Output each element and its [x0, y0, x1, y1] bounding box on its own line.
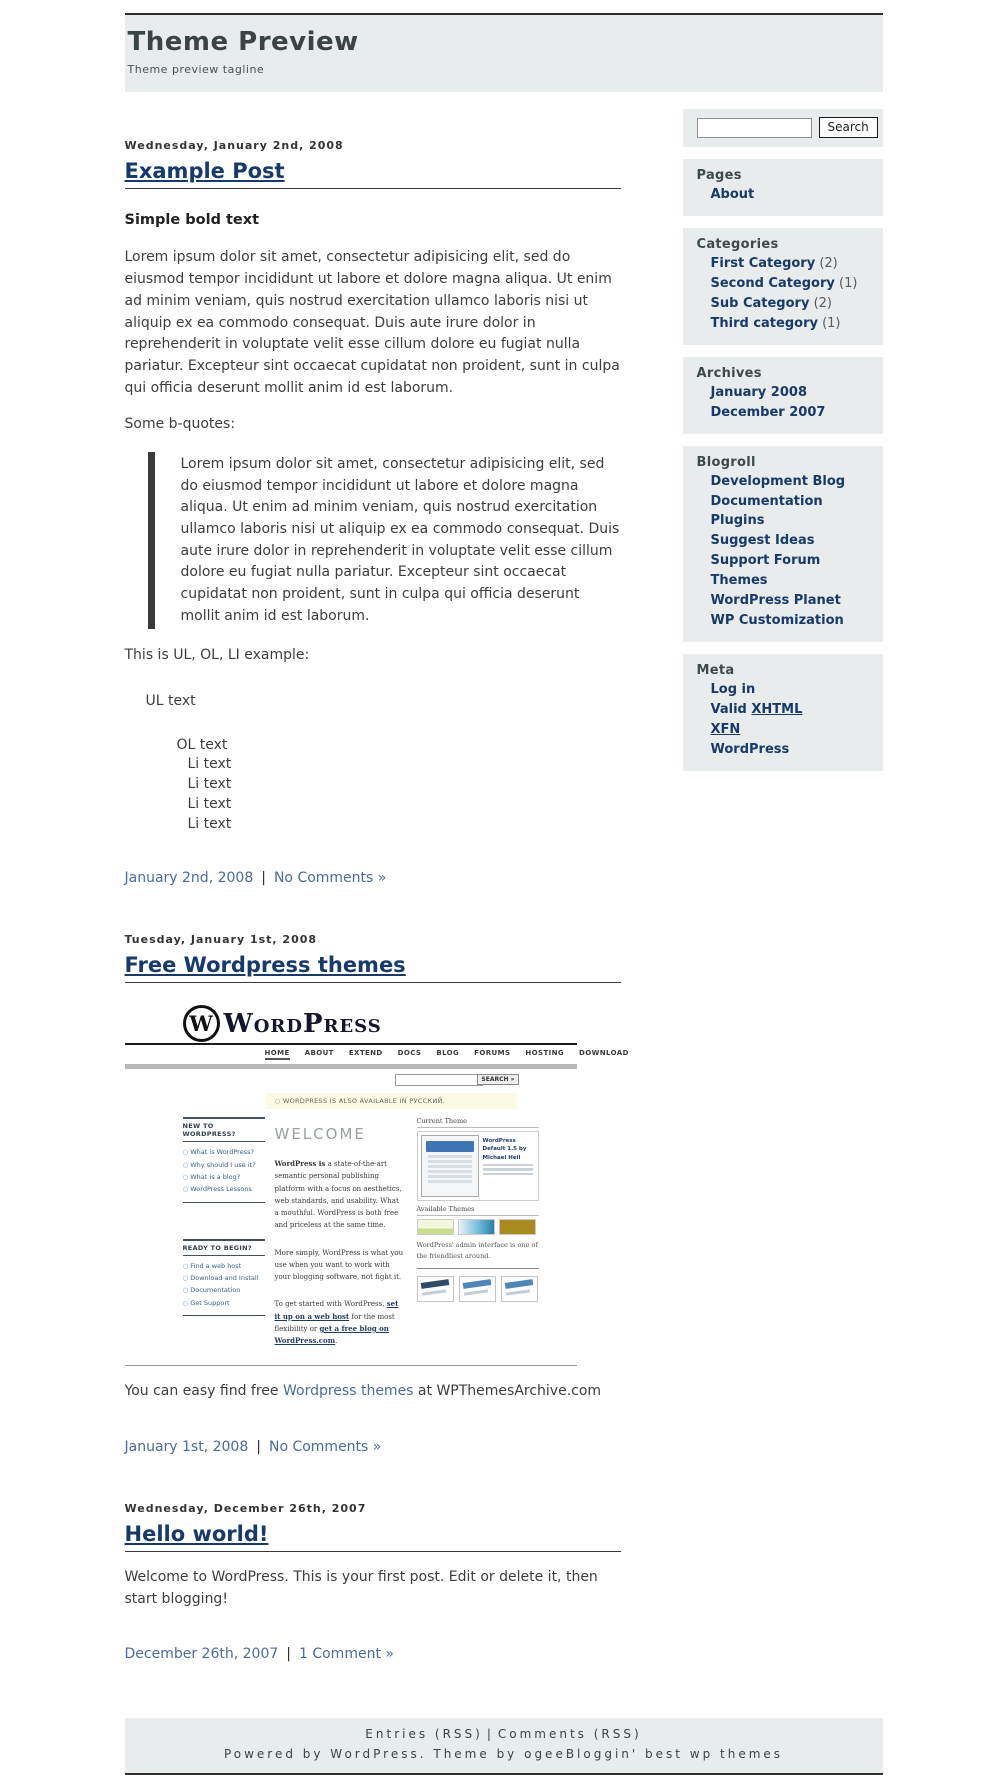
text-before-link: You can easy find free: [124, 1383, 283, 1400]
posts-column: [124, 109, 629, 1663]
wp-shot-link: ○ Why should I use it?: [183, 1159, 265, 1171]
wp-shot-text: for the most flexibility or: [274, 1312, 395, 1333]
post-permalink[interactable]: December 26th, 2007: [124, 1646, 279, 1663]
post-body: [125, 209, 621, 834]
wp-shot-freeblog-link: get a free blog on WordPress.com: [274, 1323, 389, 1346]
archive-link[interactable]: December 2007: [710, 404, 826, 420]
post-date: Wednesday, December 26th, 2007: [124, 1502, 367, 1516]
wp-shot-link: ○ Get Support: [183, 1297, 265, 1309]
screenshot-card: [417, 1276, 454, 1302]
wp-nav-forums: FORUMS: [474, 1049, 511, 1058]
meta-item: [711, 700, 871, 720]
post-title-link[interactable]: Free Wordpress themes: [124, 953, 406, 978]
wp-shot-admin-thumbnail: [421, 1135, 479, 1197]
meta-item: [711, 680, 871, 700]
post-date: Wednesday, January 2nd, 2008: [124, 139, 344, 152]
theme-thumbnail: [458, 1219, 495, 1235]
archive-link[interactable]: January 2008: [710, 384, 807, 400]
archives-widget: [683, 357, 883, 434]
blogroll-item: [711, 551, 871, 571]
wordpress-themes-link[interactable]: Wordpress themes: [282, 1383, 414, 1400]
blogroll-link[interactable]: WordPress Planet: [710, 593, 841, 609]
comments-link[interactable]: No Comments »: [268, 1439, 382, 1456]
post-free-wordpress-themes: [124, 933, 629, 1456]
wp-shot-theme-name: WordPress Default 1.5 by Michael Heil: [482, 1138, 527, 1161]
post-title-link[interactable]: Hello world!: [124, 1522, 269, 1547]
category-link[interactable]: First Category: [710, 255, 816, 271]
wp-shot-left-sidebar: [183, 1117, 265, 1355]
widget-title-archives: Archives: [696, 365, 762, 381]
comments-link[interactable]: 1 Comment »: [298, 1646, 394, 1663]
login-link[interactable]: Log in: [710, 682, 756, 698]
wp-shot-nav: [264, 1049, 629, 1060]
wp-shot-new-links: [183, 1146, 265, 1195]
blogroll-link[interactable]: Support Forum: [710, 553, 821, 569]
main-layout: [125, 109, 883, 1662]
category-link[interactable]: Sub Category: [710, 295, 810, 311]
wp-shot-link: ○ WordPress Lessons: [183, 1183, 265, 1195]
wp-shot-search-input: [395, 1074, 483, 1086]
footer-credits: Powered by WordPress. Theme by ogeeBloggin' best wp themes: [223, 1746, 784, 1761]
category-item: [711, 254, 871, 274]
wp-nav-download: DOWNLOAD: [579, 1049, 629, 1058]
wordpress-org-screenshot[interactable]: [125, 1003, 629, 1366]
category-count: (1): [822, 315, 841, 331]
blogroll-widget: [683, 446, 883, 643]
column-gap: [621, 109, 683, 1662]
meta-separator: |: [256, 1439, 261, 1456]
category-link[interactable]: Third category: [710, 315, 818, 331]
post-permalink[interactable]: January 1st, 2008: [124, 1439, 249, 1456]
post-date: Tuesday, January 1st, 2008: [124, 933, 318, 947]
bold-text-line: Simple bold text: [124, 212, 260, 228]
post-title: [125, 159, 621, 189]
wp-nav-blog: BLOG: [436, 1049, 460, 1058]
post-title: [125, 953, 621, 983]
meta-separator: |: [261, 870, 266, 887]
site-title: Theme Preview: [127, 27, 359, 57]
category-count: (1): [839, 275, 858, 291]
meta-link-prefix: Valid: [710, 702, 752, 717]
bquotes-label: Some b-quotes:: [124, 416, 236, 433]
wp-shot-link: ○ What is a blog?: [183, 1171, 265, 1183]
wp-shot-welcome-heading: WELCOME: [274, 1125, 366, 1144]
categories-widget: [683, 228, 883, 345]
wordpress-logo-icon: [183, 1005, 382, 1042]
archive-item: [711, 403, 871, 423]
pages-widget: [683, 159, 883, 216]
post-paragraph: Lorem ipsum dolor sit amet, consectetur adipisicing elit, sed do eiusmod tempor incididunt ut labore et dolore magna aliqua. Ut enim ad minim veniam, quis nostrud exercitation ullamco laboris nisi ut aliquip ex ea commodo consequat. Duis aute irure dolor in reprehenderit in voluptate velit esse cillum dolore eu fugiat nulla pariatur. Excepteur sint occaecat cupidatat non proident, sunt in culpa qui officia deserunt mollit anim id est laborum.: [124, 249, 620, 396]
post-title: [125, 1522, 621, 1552]
footer-rss-line: [125, 1725, 883, 1744]
blogroll-link[interactable]: Themes: [710, 573, 768, 589]
comments-rss-link[interactable]: Comments (RSS): [497, 1727, 642, 1742]
wp-shot-body: [125, 1117, 577, 1366]
wp-shot-paragraph: More simply, WordPress is what you use when you want to work with your blogging software, not fight it.: [274, 1248, 404, 1282]
wordpress-logotext: WordPress: [223, 1008, 382, 1039]
blogroll-link[interactable]: Suggest Ideas: [710, 533, 815, 549]
post-title-link[interactable]: Example Post: [124, 159, 285, 183]
wp-shot-search-button: SEARCH »: [477, 1074, 518, 1085]
blogroll-item: [711, 591, 871, 611]
page-link[interactable]: About: [710, 187, 755, 202]
meta-widget: [683, 654, 883, 771]
category-count: (2): [819, 255, 838, 271]
sidebar: [683, 109, 883, 1662]
post-meta: [125, 870, 621, 886]
wp-shot-paragraph: [275, 1298, 405, 1347]
site-header: [125, 15, 883, 92]
wp-shot-admin-caption: WordPress' admin interface is one of the friendliest around.: [416, 1241, 538, 1260]
blogroll-link[interactable]: WP Customization: [710, 613, 844, 629]
wp-shot-rule: [183, 1315, 265, 1316]
theme-thumbnail: [417, 1219, 454, 1235]
wp-shot-bold: WordPress is: [274, 1159, 326, 1169]
widget-title-categories: Categories: [696, 236, 779, 252]
wp-shot-welcome-column: [275, 1117, 405, 1355]
blogroll-item: [711, 511, 871, 531]
archive-item: [711, 383, 871, 403]
valid-xhtml-link[interactable]: [711, 702, 803, 717]
blogroll-item: [711, 531, 871, 551]
wp-nav-about: ABOUT: [304, 1049, 334, 1058]
wp-shot-current-theme-box: [417, 1131, 539, 1201]
text-after-link: at WPThemesArchive.com: [413, 1383, 602, 1400]
entries-rss-link[interactable]: Entries (RSS): [365, 1727, 483, 1742]
blogroll-item: [711, 571, 871, 591]
xfn-link[interactable]: XFN: [710, 721, 741, 737]
post-body: [125, 1567, 621, 1610]
blockquote-text: Lorem ipsum dolor sit amet, consectetur adipisicing elit, sed do eiusmod tempor incididunt ut labore et dolore magna aliqua. Ut enim ad minim veniam, quis nostrud exercitation ullamco laboris nisi ut aliquip ex ea commodo consequat. Duis aute irure dolor in reprehenderit in voluptate velit esse cillum dolore eu fugiat nulla pariatur. Excepteur sint occaecat cupidatat non proident, sunt in culpa qui officia deserunt mollit anim id est laborum.: [180, 455, 620, 624]
li-item: Li text: [187, 776, 232, 793]
category-item: [711, 314, 871, 334]
wp-nav-hosting: HOSTING: [525, 1049, 565, 1058]
blogroll-link[interactable]: Documentation: [710, 493, 823, 509]
widget-title-blogroll: Blogroll: [696, 454, 756, 470]
li-item: Li text: [187, 756, 232, 773]
wp-shot-ready-title: READY TO BEGIN?: [183, 1239, 265, 1256]
li-item: Li text: [187, 816, 232, 833]
wp-shot-link: ○ Download and Install: [183, 1272, 265, 1284]
wp-shot-text: To get started with WordPress,: [274, 1300, 387, 1309]
blockquote: [148, 452, 621, 630]
wp-shot-link: ○ What is WordPress?: [183, 1146, 265, 1158]
list-example-label: This is UL, OL, LI example:: [124, 647, 310, 664]
post-paragraph: Welcome to WordPress. This is your first post. Edit or delete it, then start blogging!: [124, 1569, 598, 1607]
comments-link[interactable]: No Comments »: [273, 870, 387, 887]
ul-item: UL text: [145, 693, 196, 710]
wp-shot-ready-links: [183, 1260, 265, 1309]
wordpress-link[interactable]: WordPress: [710, 741, 790, 757]
blogroll-item: [711, 492, 871, 512]
theme-thumbnail: [499, 1219, 536, 1235]
post-meta: [125, 1439, 621, 1455]
wp-shot-theme-thumbnails: [417, 1219, 539, 1235]
post-permalink[interactable]: January 2nd, 2008: [124, 870, 254, 887]
category-link[interactable]: Second Category: [710, 275, 835, 291]
wp-shot-search-row: [125, 1069, 577, 1093]
wp-shot-webhost-link: set it up on a web host: [274, 1299, 399, 1321]
wp-shot-header: [125, 1003, 577, 1045]
blogroll-link[interactable]: Development Blog: [710, 473, 846, 489]
category-item: [711, 294, 871, 314]
li-item: Li text: [187, 796, 232, 813]
meta-item: [711, 740, 871, 760]
search-button[interactable]: Search: [819, 117, 878, 138]
widget-title-pages: Pages: [696, 168, 742, 183]
wp-shot-text: .: [335, 1337, 338, 1346]
screenshot-card: [459, 1276, 496, 1302]
category-item: [711, 274, 871, 294]
wp-nav-extend: EXTEND: [348, 1049, 383, 1058]
search-input[interactable]: [697, 118, 812, 138]
post-paragraph: [125, 1381, 621, 1403]
wp-nav-docs: DOCS: [397, 1049, 422, 1058]
site-tagline: Theme preview tagline: [127, 63, 265, 76]
category-count: (2): [813, 295, 832, 311]
widget-title-meta: Meta: [696, 663, 735, 679]
wp-shot-screenshot-cards: [417, 1276, 539, 1302]
post-hello-world: [125, 1502, 621, 1662]
site-footer: [125, 1718, 883, 1774]
post-example-post: [125, 139, 621, 886]
search-widget: [683, 109, 883, 147]
wp-shot-link: ○ Documentation: [183, 1284, 265, 1296]
wp-shot-rule: [417, 1268, 539, 1269]
wp-shot-right-column: [417, 1117, 539, 1355]
ol-item: OL text: [176, 737, 228, 754]
blogroll-item: [711, 611, 871, 631]
sidebar-item-about: [711, 185, 871, 205]
blogroll-link[interactable]: Plugins: [710, 513, 765, 529]
wp-shot-new-title: NEW TO WORDPRESS?: [183, 1117, 265, 1142]
wp-shot-language-notice: ○ WORDPRESS IS ALSO AVAILABLE IN РУССКИЙ.: [265, 1093, 517, 1109]
post-body: [124, 1003, 629, 1403]
meta-link-underlined: XHTML: [751, 702, 803, 717]
meta-separator: |: [286, 1646, 291, 1663]
blogroll-item: [711, 472, 871, 492]
wp-shot-link: ○ Find a web host: [183, 1260, 265, 1272]
page-container: [125, 13, 883, 1775]
footer-separator: |: [486, 1727, 494, 1742]
screenshot-card: [501, 1276, 538, 1302]
wp-nav-home: HOME: [265, 1049, 290, 1060]
wp-shot-text: a state-of-the-art semantic personal publishing platform with a focus on aesthetics, web standards, and usability. What a mouthful. WordPress is both free and priceless at the same time.: [274, 1160, 402, 1230]
meta-item: [711, 720, 871, 740]
post-meta: [125, 1646, 621, 1662]
wp-shot-available-themes-label: Available Themes: [417, 1201, 539, 1216]
wordpress-w-circle-icon: W: [183, 1005, 220, 1042]
wp-shot-current-theme-label: Current Theme: [417, 1117, 539, 1128]
wp-shot-paragraph: [275, 1158, 405, 1232]
